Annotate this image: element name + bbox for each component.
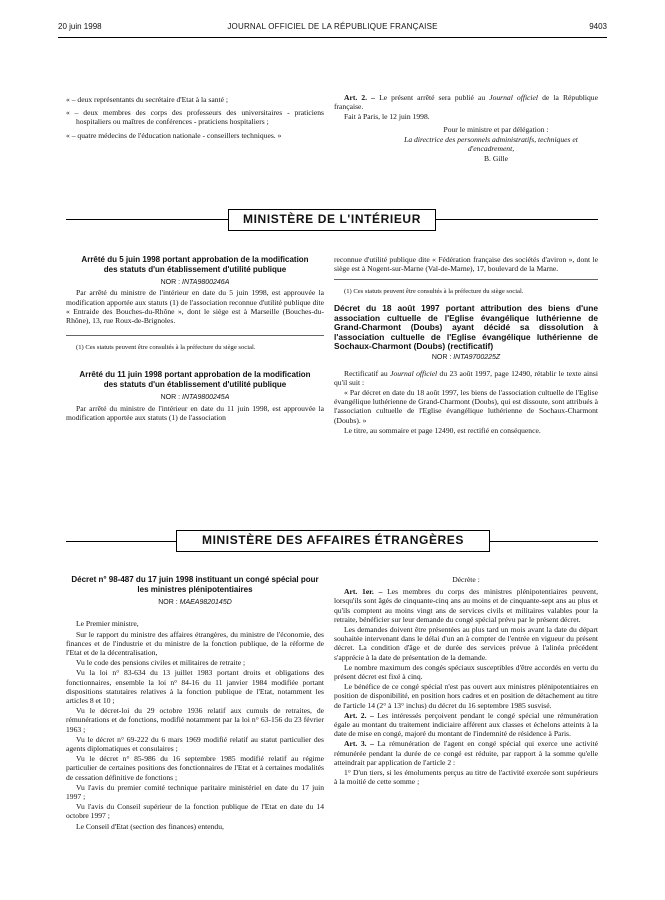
- rectificatif-quote: « Par décret en date du 18 août 1997, les biens de l'association cultuelle de l'Eglise évangélique luthérienne de Grand-Charmont (Doubs), qui est dissoute, sont attribués à l'association cultuelle de l'Eglise évangélique luthérienne de Sochaux-Charmont (Doubs). »: [334, 388, 598, 425]
- arrete-1-nor: [66, 278, 324, 287]
- header-page-number: 9403: [589, 22, 607, 31]
- header-date: 20 juin 1998: [58, 22, 102, 31]
- arrete-2-continuation: reconnue d'utilité publique dite « Fédération française des sociétés d'aviron », dont le siège est à Nogent-sur-Marne (Val-de-Marne), 17, boulevard de la Marne.: [334, 255, 598, 274]
- article-label: Art. 1er. –: [344, 587, 383, 597]
- article-label: Art. 2. –: [344, 710, 374, 720]
- signature: B. Gille: [483, 154, 509, 164]
- decret-rectificatif-title: Décret du 18 août 1997 portant attribution des biens d'une association cultuelle de l'Eglise évangélique luthérienne de Grand-Charmont (Doubs) ayant décidé sa dissolution à l'association cultuelle de l'Eglise évangélique luthérienne de Sochaux-Charmont (Doubs) (rectificatif): [334, 303, 598, 352]
- journal-name: Journal officiel: [390, 368, 438, 378]
- text-run: La rémunération de l'agent en congé spécial qui exerce une activité rémunérée pendant la durée de ce congé est réduite, par rapport à la somme qu'elle atteindrait par application de l'article 2 :: [334, 739, 598, 767]
- list-item: « – quatre médecins de l'éducation nationale - conseillers techniques. »: [66, 130, 282, 140]
- article-paragraph: Le bénéfice de ce congé spécial n'est pas ouvert aux ministres plénipotentiaires en position de disponibilité, en position hors cadres et en position de détachement au titre de l'article 14 (2° à 13° inclus) du décret du 16 septembre 1985 susvisé.: [334, 682, 598, 710]
- article-paragraph: Le nombre maximum des congés spéciaux susceptibles d'être accordés en vertu du présent décret est fixé à cinq.: [334, 662, 598, 682]
- section-heading-affaires-etrangeres: MINISTÈRE DES AFFAIRES ÉTRANGÈRES: [176, 530, 490, 552]
- visa-paragraph: Vu le décret n° 85-986 du 16 septembre 1985 modifié relatif au régime particulier de certaines positions des fonctionnaires de l'Etat et à certaines modalités de cessation définitive de fonctions ;: [66, 754, 324, 782]
- article-paragraph: Les demandes doivent être présentées au plus tard un mois avant la date du départ souhaitée intervenant dans le délai d'un an à compter de l'entrée en vigueur du présent décret. La condition d'âge et de durée des services prévue à l'alinéa précédent s'apprécie à la date de présentation de la demande.: [334, 625, 598, 662]
- text-run: de la République française.: [334, 93, 598, 112]
- arrete-2-footnote: (1) Ces statuts peuvent être consultés à la préfecture du siège social.: [344, 288, 524, 296]
- nor-label: NOR :: [160, 394, 181, 402]
- text-run: Le présent arrêté sera publié au: [379, 93, 486, 102]
- signatory-title: La directrice des personnels administratifs, techniques et d'encadrement,: [404, 134, 578, 154]
- note-rule: [334, 279, 598, 280]
- interieur-right-column: [334, 255, 598, 436]
- top-left-column: [66, 95, 324, 141]
- running-header: [58, 22, 607, 34]
- nor-code: INTA9800245A: [182, 394, 230, 402]
- nor-code: INTA9700225Z: [453, 354, 501, 362]
- nor-label: NOR :: [158, 599, 178, 607]
- arrete-2-nor: [66, 393, 324, 402]
- list-item: « – deux représentants du secrétaire d'Etat à la santé ;: [66, 95, 229, 104]
- delegation-line: Pour le ministre et par délégation :: [443, 124, 549, 134]
- visa-paragraph: Vu le décret-loi du 29 octobre 1936 relatif aux cumuls de retraites, de rémunérations et de fonctions, modifié notamment par la loi n° 63-156 du 23 février 1963 ;: [66, 706, 324, 734]
- arrete-1-body: Par arrêté du ministre de l'intérieur en date du 5 juin 1998, est approuvée la modification apportée aux statuts (1) de l'association reconnue d'utilité publique dite « Entraide des Bouches-du-Rhône », dont le siège est à Marseille (Bouches-du-Rhône), 13, rue Roux-de-Brignoles.: [66, 288, 324, 325]
- interieur-left-column: [66, 255, 324, 423]
- visa-paragraph: Vu l'avis du premier comité technique paritaire ministériel en date du 17 juin 1997 ;: [66, 782, 324, 802]
- arrete-2-body: Par arrêté du ministre de l'intérieur en date du 11 juin 1998, est approuvée la modification apportée aux statuts (1) de l'association: [66, 403, 324, 422]
- section-rule-right: [490, 541, 598, 542]
- article-2: [334, 711, 598, 739]
- article-1: [334, 587, 598, 624]
- visa-paragraph: Le Conseil d'Etat (section des finances) entendu,: [76, 821, 224, 831]
- rectificatif-intro: [334, 369, 598, 387]
- header-rule: [58, 37, 607, 38]
- visa-paragraph: Le Premier ministre,: [76, 619, 139, 629]
- article-paragraph: 1° D'un tiers, si les émoluments perçus au titre de l'activité exercée sont supérieurs à la moitié de cette somme ;: [334, 768, 598, 787]
- article-label: Art. 2. –: [344, 93, 375, 102]
- visa-paragraph: Vu le code des pensions civiles et militaires de retraite ;: [76, 658, 246, 668]
- list-item: « – deux membres des corps des professeurs des universitaires - praticiens hospitaliers ou maîtres de conférences - praticiens hospitaliers ;: [66, 108, 324, 127]
- section-rule-left: [66, 541, 176, 542]
- decret-rectificatif-nor: [334, 353, 598, 362]
- nor-code: MAEA9820145D: [179, 599, 232, 607]
- article-3: [334, 739, 598, 767]
- text-run: du 23 août 1997, page 12490, rétablir le texte ainsi qu'il suit :: [334, 368, 598, 387]
- header-journal-title: JOURNAL OFFICIEL DE LA RÉPUBLIQUE FRANÇAISE: [227, 22, 438, 31]
- text-run: Les membres du corps des ministres plénipotentiaires peuvent, lorsqu'ils sont âgés de cinquante-cinq ans au moins et de cinquante-sept ans au plus et qu'ils comptent au moins vingt ans de services civils et militaires valables pour la retraite, bénéficier sur leur demande du congé spécial prévu par le présent décret.: [334, 587, 598, 624]
- nor-label: NOR :: [160, 279, 181, 287]
- affaires-right-column: [334, 575, 598, 787]
- decrete-heading: Décrète :: [452, 575, 480, 584]
- nor-label: NOR :: [431, 354, 452, 362]
- visa-paragraph: Vu le décret n° 69-222 du 6 mars 1969 modifié relatif au statut particulier des agents diplomatiques et consulaires ;: [66, 734, 324, 754]
- decret-98-487-title: Décret n° 98-487 du 17 juin 1998 instituant un congé spécial pour les ministres plénipotentiaires: [71, 575, 319, 594]
- visa-paragraph: Sur le rapport du ministre des affaires étrangères, du ministre de l'économie, des finances et de l'industrie et du ministre de la fonction publique, de la réforme de l'Etat et de la décentralisation,: [66, 629, 324, 657]
- section-rule-right: [436, 219, 598, 220]
- arrete-2-title: Arrêté du 11 juin 1998 portant approbation de la modification des statuts d'un établissement d'utilité publique: [79, 370, 311, 389]
- text-run: Les intéressés perçoivent pendant le congé spécial une rémunération égale au montant du traitement indiciaire afférent aux classes et échelons atteints à la date de mise en congé, majoré du montant de l'indemnité de résidence à Paris.: [334, 710, 598, 739]
- fait-a-paris: Fait à Paris, le 12 juin 1998.: [344, 112, 430, 122]
- nor-code: INTA9800246A: [182, 279, 230, 287]
- journal-name: Journal officiel: [489, 93, 539, 102]
- text-run: Rectificatif au: [344, 368, 388, 378]
- decret-98-487-nor: [66, 598, 324, 607]
- section-rule-left: [66, 219, 228, 220]
- visa-paragraph: Vu l'avis du Conseil supérieur de la fonction publique de l'Etat en date du 14 octobre 1997 ;: [66, 802, 324, 821]
- article-2-paragraph: [334, 93, 598, 111]
- note-rule: [66, 335, 324, 336]
- rectificatif-title-note: Le titre, au sommaire et page 12490, est rectifié en conséquence.: [344, 425, 541, 435]
- section-heading-interieur: MINISTÈRE DE L'INTÉRIEUR: [228, 209, 436, 231]
- article-label: Art. 3. –: [344, 739, 374, 749]
- visa-paragraph: Vu la loi n° 83-634 du 13 juillet 1983 portant droits et obligations des fonctionnaires, ensemble la loi n° 84-16 du 11 janvier 1984 modifiée portant dispositions statutaires relatives à la fonction publique de l'Etat, notamment les articles 8 et 10 ;: [66, 668, 324, 706]
- top-right-column: [334, 93, 598, 164]
- affaires-left-column: [66, 575, 324, 832]
- arrete-1-footnote: (1) Ces statuts peuvent être consultés à la préfecture du siège social.: [76, 344, 256, 352]
- arrete-1-title: Arrêté du 5 juin 1998 portant approbation de la modification des statuts d'un établissement d'utilité publique: [81, 255, 309, 274]
